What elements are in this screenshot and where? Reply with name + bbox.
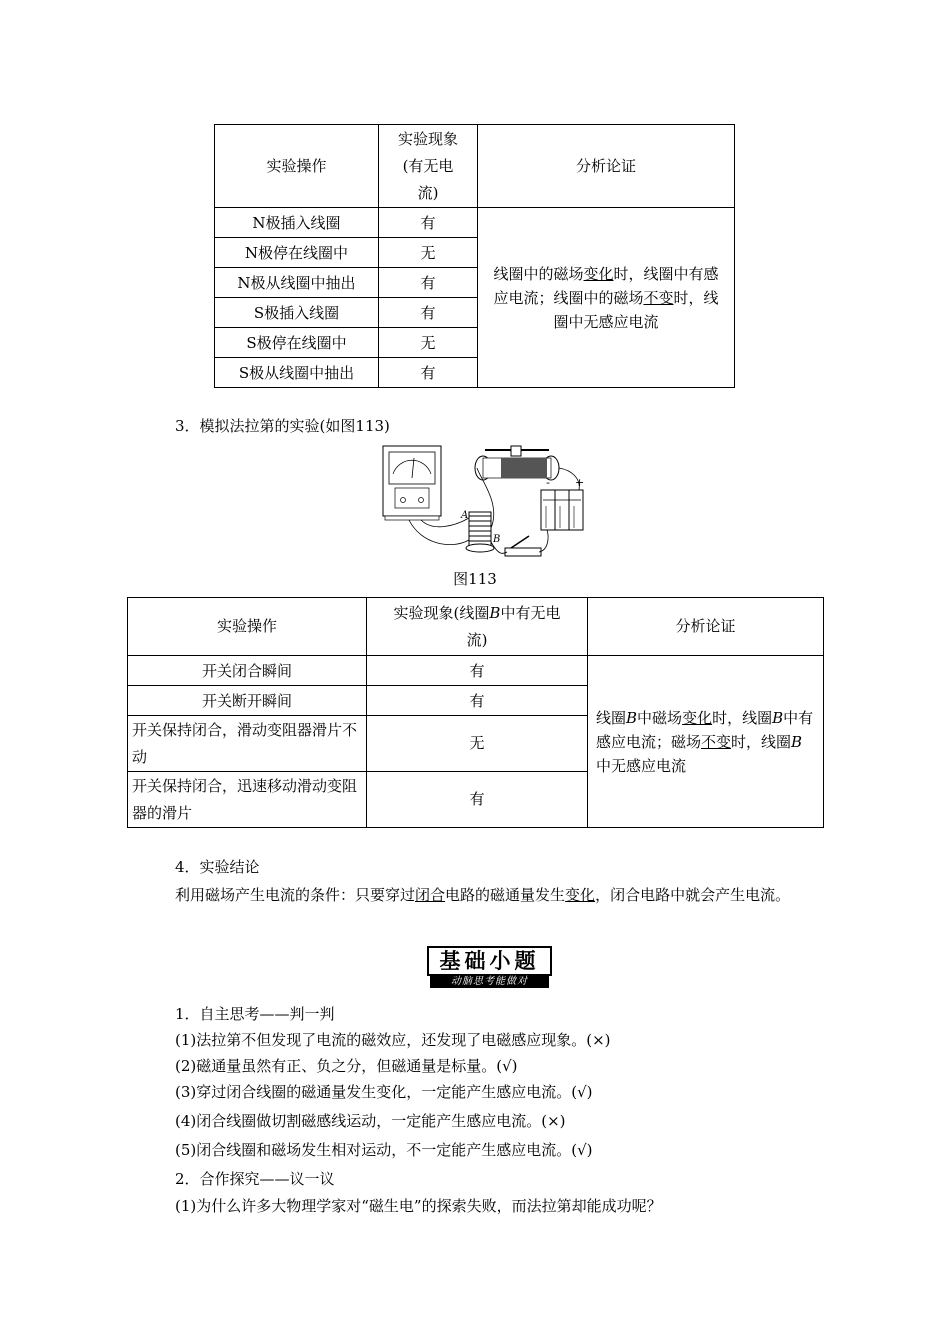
question-heading-1: 1．自主思考——判一判 <box>175 1005 335 1023</box>
header-line: 实验现象 <box>397 129 458 148</box>
question-item: (2)磁通量虽然有正、负之分，但磁通量是标量。(√) <box>175 1057 518 1075</box>
section-3-title: 3．模拟法拉第的实验(如图113) <box>175 417 390 435</box>
question-item: (5)闭合线圈和磁场发生相对运动，不一定能产生感应电流。(√) <box>175 1141 593 1159</box>
question-item: (1)法拉第不但发现了电流的磁效应，还发现了电磁感应现象。(×) <box>175 1031 611 1049</box>
galvanometer-icon <box>383 446 441 520</box>
table-cell-result: 有 <box>379 268 478 298</box>
table-header-operation: 实验操作 <box>215 125 379 208</box>
table-cell-result: 无 <box>367 716 588 772</box>
question-heading-2: 2．合作探究——议一议 <box>175 1170 335 1188</box>
table-cell-analysis: 线圈中的磁场变化时，线圈中有感应电流；线圈中的磁场不变时，线圈中无感应电流 <box>478 208 735 388</box>
table-header-analysis: 分析论证 <box>478 125 735 208</box>
header-line: (有无电 <box>402 156 454 175</box>
table-cell-analysis: 线圈B中磁场变化时，线圈B中有感应电流；磁场不变时，线圈B中无感应电流 <box>588 656 824 828</box>
table-cell-operation: S极停在线圈中 <box>215 328 379 358</box>
coil-icon <box>466 512 494 552</box>
table-cell-operation: N极插入线圈 <box>215 208 379 238</box>
table-header-phenomenon: 实验现象(线圈B中有无电 流) <box>367 598 588 656</box>
table-cell-operation: 开关保持闭合，滑动变阻器滑片不动 <box>128 716 367 772</box>
badge-subtitle: 动脑思考能做对 <box>430 976 549 988</box>
figure-caption: 图113 <box>453 570 497 588</box>
rheostat-icon <box>475 446 559 480</box>
coil-b-label: B <box>493 534 501 545</box>
table-header-phenomenon <box>379 125 478 208</box>
section-4-title: 4．实验结论 <box>175 858 260 876</box>
table-cell-result: 有 <box>379 208 478 238</box>
table-cell-result: 有 <box>367 686 588 716</box>
table-cell-result: 无 <box>379 238 478 268</box>
table-header-operation: 实验操作 <box>128 598 367 656</box>
switch-icon <box>505 536 541 556</box>
faraday-experiment-figure <box>381 444 589 562</box>
table-cell-operation: S极从线圈中抽出 <box>215 358 379 388</box>
table-cell-result: 有 <box>367 656 588 686</box>
table-cell-operation: 开关断开瞬间 <box>128 686 367 716</box>
table-cell-result: 有 <box>379 298 478 328</box>
section-badge <box>427 946 552 988</box>
table-cell-operation: N极从线圈中抽出 <box>215 268 379 298</box>
table-cell-operation: N极停在线圈中 <box>215 238 379 268</box>
plus-label: + <box>575 476 585 489</box>
experiment-table-coil <box>127 597 824 828</box>
badge-title: 基础小题 <box>427 946 552 976</box>
conclusion-paragraph: 利用磁场产生电流的条件：只要穿过闭合电路的磁通量发生变化，闭合电路中就会产生电流。 <box>175 886 791 904</box>
experiment-table-magnet <box>214 124 735 388</box>
coil-a-label: A <box>461 510 469 521</box>
table-cell-result: 有 <box>367 772 588 828</box>
discussion-question: (1)为什么许多大物理学家对“磁生电”的探索失败，而法拉第却能成功呢？ <box>175 1197 662 1215</box>
table-cell-operation: S极插入线圈 <box>215 298 379 328</box>
question-item: (3)穿过闭合线圈的磁通量发生变化，一定能产生感应电流。(√) <box>175 1083 593 1101</box>
table-cell-operation: 开关保持闭合，迅速移动滑动变阻器的滑片 <box>128 772 367 828</box>
battery-icon <box>541 490 583 530</box>
minus-label: - <box>546 476 550 489</box>
table-cell-result: 有 <box>379 358 478 388</box>
table-cell-operation: 开关闭合瞬间 <box>128 656 367 686</box>
header-line: 流) <box>417 183 439 202</box>
table-cell-result: 无 <box>379 328 478 358</box>
table-header-analysis: 分析论证 <box>588 598 824 656</box>
question-item: (4)闭合线圈做切割磁感线运动，一定能产生感应电流。(×) <box>175 1112 566 1130</box>
